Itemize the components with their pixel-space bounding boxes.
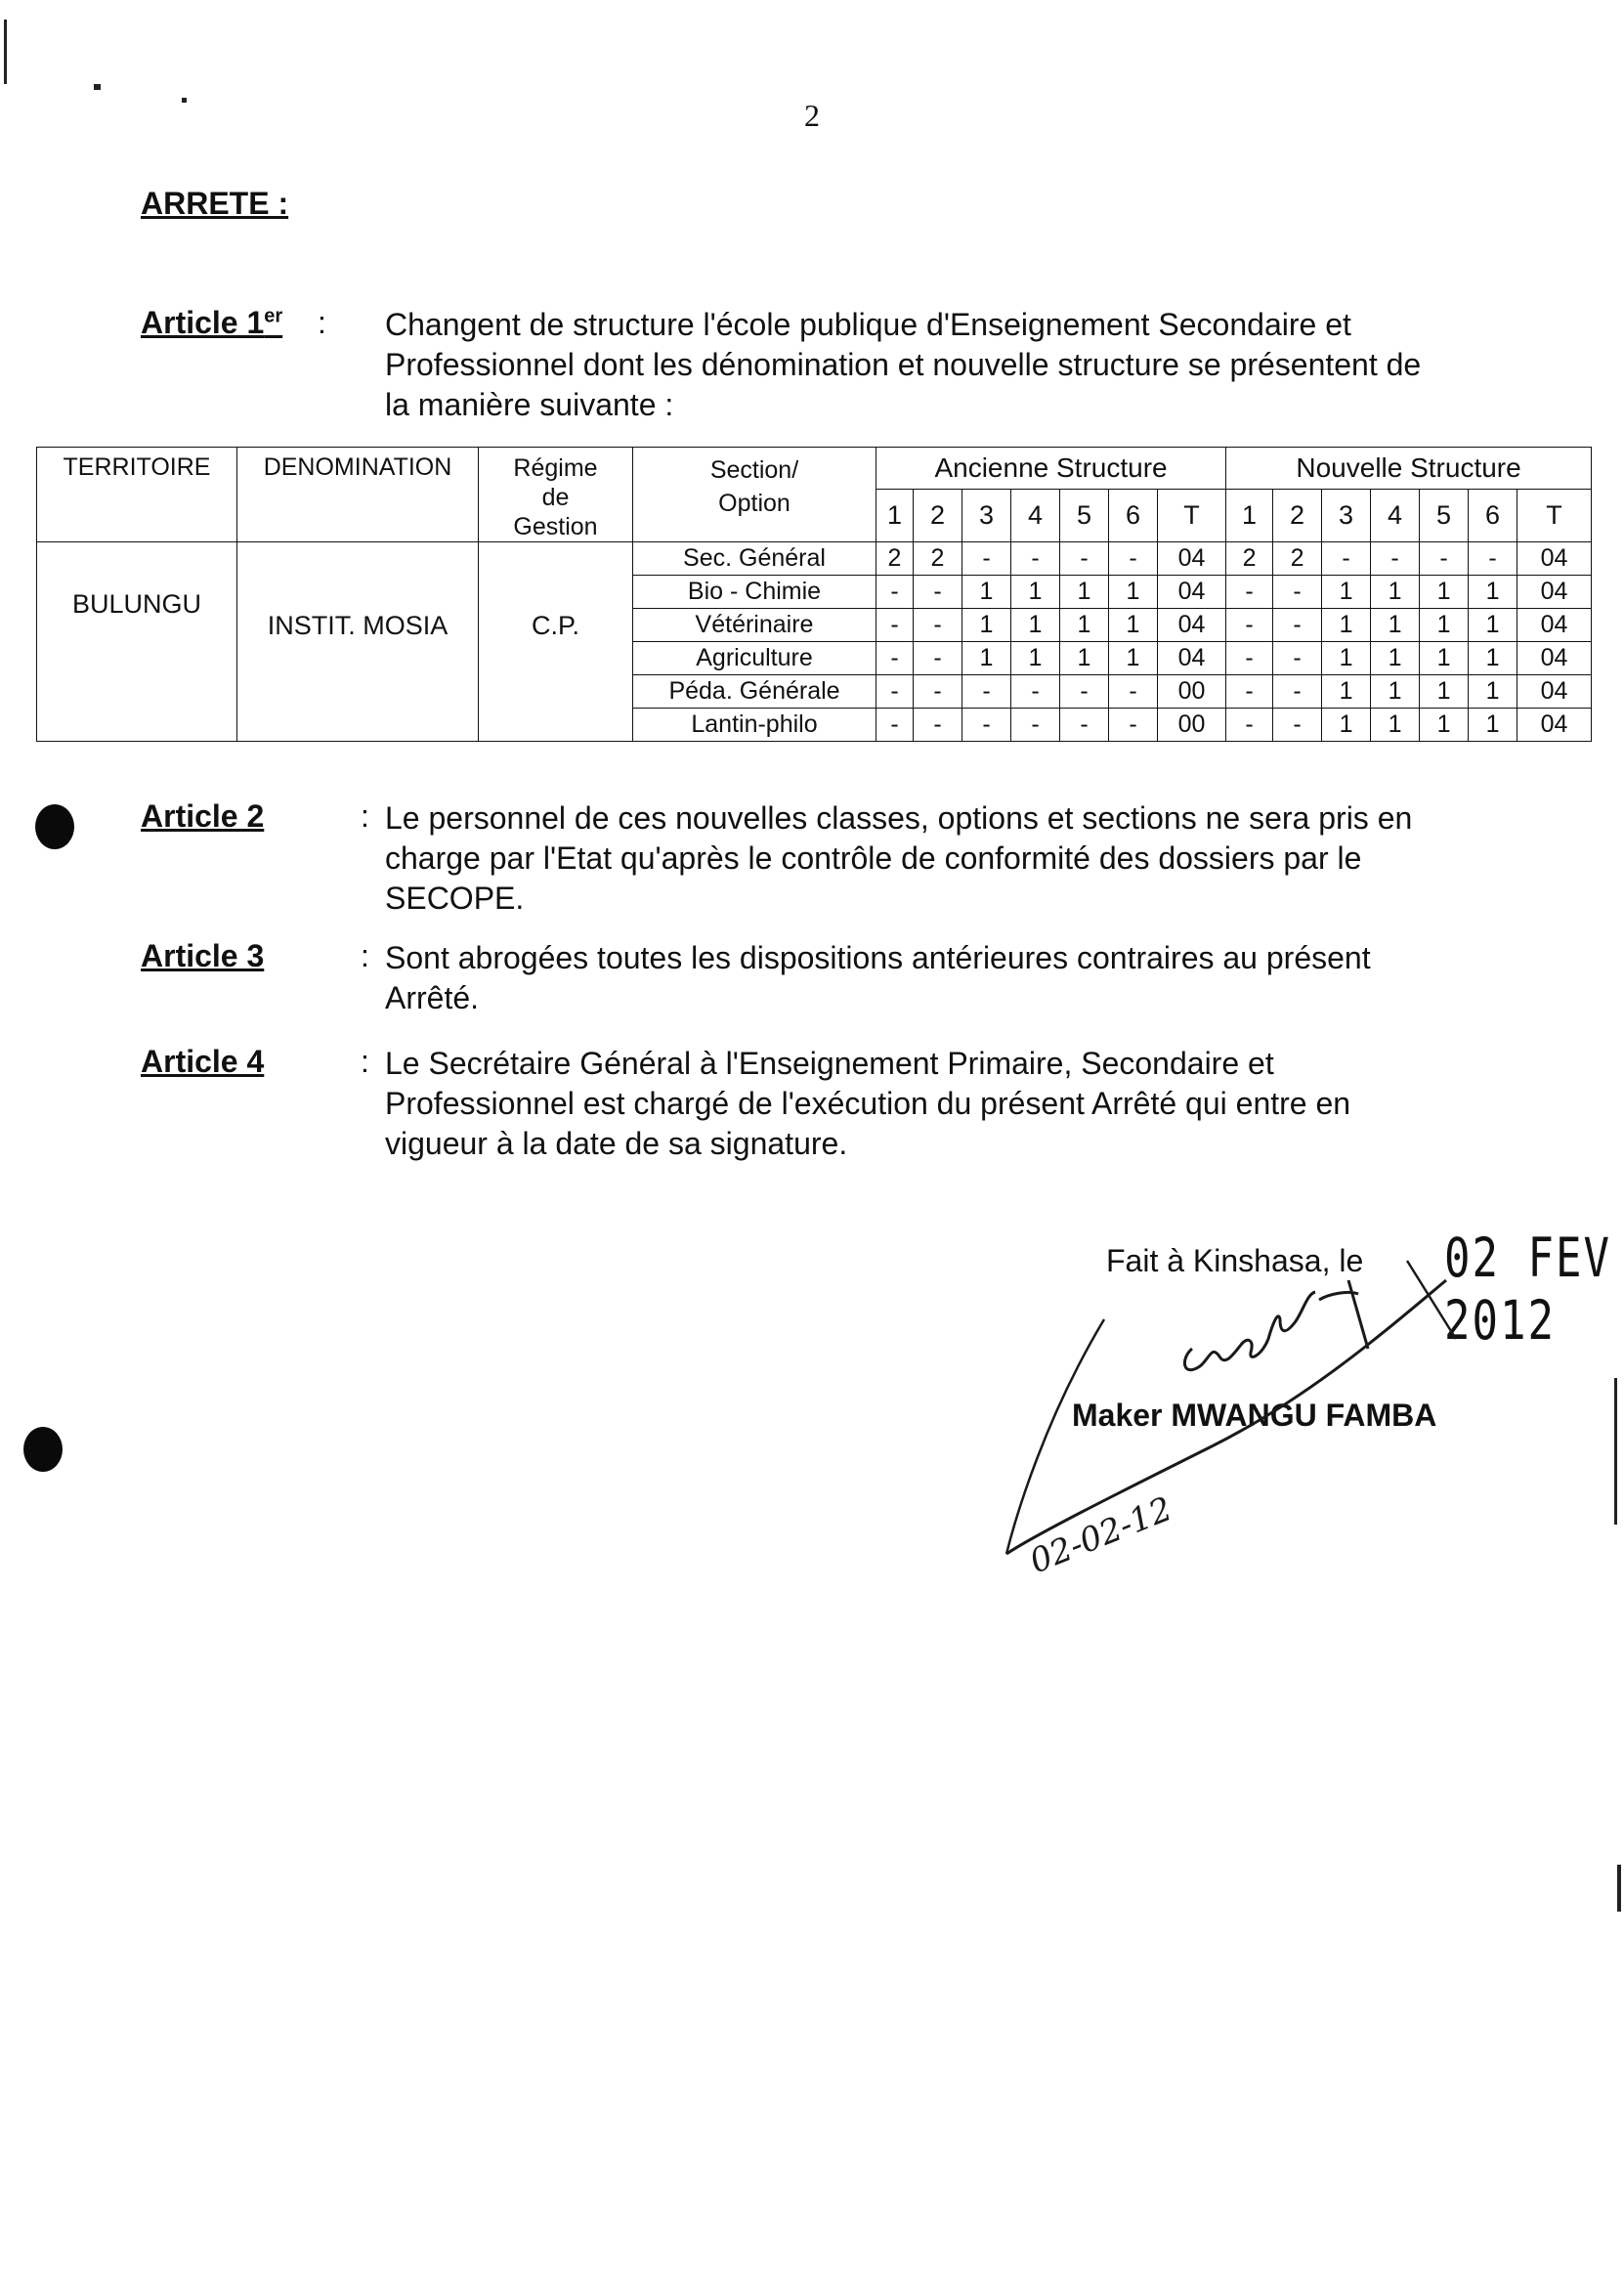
nouvelle-total-cell: 04: [1517, 609, 1592, 642]
scan-speck: [94, 84, 101, 90]
article-1-colon: :: [318, 305, 326, 340]
ancienne-year-cell: 1: [1011, 576, 1060, 609]
header-section-line: Option: [718, 490, 791, 517]
ancienne-year-cell: -: [876, 576, 914, 609]
option-cell: Vétérinaire: [633, 609, 876, 642]
nouvelle-total-cell: 04: [1517, 675, 1592, 709]
article-2-line: SECOPE.: [385, 881, 525, 916]
article-1-label: [141, 305, 282, 341]
year-header: 4: [1011, 489, 1060, 541]
article-3-text: [385, 938, 1487, 1018]
ancienne-year-cell: -: [914, 675, 962, 709]
year-header: 4: [1371, 489, 1420, 541]
header-nouvelle-structure: Nouvelle Structure: [1226, 448, 1592, 490]
ancienne-year-cell: -: [1011, 709, 1060, 742]
nouvelle-total-cell: 04: [1517, 709, 1592, 742]
nouvelle-year-cell: 1: [1469, 576, 1517, 609]
article-2-line: Le personnel de ces nouvelles classes, options et sections ne sera pris en: [385, 800, 1413, 836]
article-1-line: la manière suivante :: [385, 387, 674, 422]
ancienne-year-cell: -: [1011, 542, 1060, 576]
nouvelle-total-cell: 04: [1517, 642, 1592, 675]
ancienne-year-cell: -: [914, 642, 962, 675]
article-1-label-text: Article 1: [141, 305, 265, 340]
year-header: 2: [1273, 489, 1322, 541]
article-4-colon: :: [361, 1044, 369, 1079]
nouvelle-year-cell: 1: [1322, 576, 1371, 609]
nouvelle-year-cell: 1: [1469, 642, 1517, 675]
header-section: [633, 448, 876, 542]
year-header: 6: [1469, 489, 1517, 541]
nouvelle-total-cell: 04: [1517, 542, 1592, 576]
nouvelle-year-cell: -: [1226, 609, 1273, 642]
ancienne-year-cell: -: [914, 576, 962, 609]
nouvelle-year-cell: 1: [1420, 642, 1469, 675]
date-stamp: 02 FEV 2012: [1444, 1227, 1611, 1353]
ancienne-year-cell: -: [1060, 542, 1109, 576]
nouvelle-year-cell: -: [1273, 576, 1322, 609]
header-regime-line: Régime: [513, 454, 598, 482]
ancienne-year-cell: 1: [1109, 642, 1158, 675]
header-ancienne-structure: Ancienne Structure: [876, 448, 1226, 490]
year-header: 5: [1060, 489, 1109, 541]
option-cell: Agriculture: [633, 642, 876, 675]
ancienne-year-cell: -: [962, 709, 1011, 742]
nouvelle-total-cell: 04: [1517, 576, 1592, 609]
nouvelle-year-cell: 1: [1469, 709, 1517, 742]
article-4-text: [385, 1044, 1487, 1164]
nouvelle-year-cell: 2: [1273, 542, 1322, 576]
regime-cell: C.P.: [479, 542, 633, 742]
option-cell: Lantin-philo: [633, 709, 876, 742]
ancienne-total-cell: 04: [1158, 642, 1226, 675]
handwritten-date: 02-02-12: [1024, 1489, 1178, 1582]
ancienne-year-cell: -: [1109, 709, 1158, 742]
year-header: 1: [876, 489, 914, 541]
punch-hole-mark: [35, 804, 74, 849]
nouvelle-year-cell: 1: [1371, 709, 1420, 742]
ancienne-year-cell: 1: [1060, 609, 1109, 642]
option-cell: Sec. Général: [633, 542, 876, 576]
ancienne-total-cell: 04: [1158, 542, 1226, 576]
header-denomination: DENOMINATION: [237, 448, 479, 542]
article-4-label: Article 4: [141, 1044, 265, 1079]
ancienne-year-cell: 1: [1011, 642, 1060, 675]
header-territoire: TERRITOIRE: [37, 448, 237, 542]
article-1-line: Professionnel dont les dénomination et nouvelle structure se présentent de: [385, 347, 1422, 382]
signer-name: Maker MWANGU FAMBA: [1072, 1398, 1437, 1433]
arrete-heading: ARRETE :: [141, 186, 289, 221]
ancienne-year-cell: 1: [1060, 576, 1109, 609]
nouvelle-year-cell: 1: [1322, 709, 1371, 742]
header-regime-line: Gestion: [513, 513, 598, 540]
nouvelle-year-cell: 1: [1420, 709, 1469, 742]
ancienne-year-cell: 1: [962, 609, 1011, 642]
total-header: T: [1517, 489, 1592, 541]
nouvelle-year-cell: 1: [1469, 609, 1517, 642]
ancienne-year-cell: -: [1109, 542, 1158, 576]
ancienne-year-cell: 2: [914, 542, 962, 576]
nouvelle-year-cell: 1: [1469, 675, 1517, 709]
ancienne-year-cell: -: [1060, 675, 1109, 709]
article-3-line: Sont abrogées toutes les dispositions antérieures contraires au présent: [385, 940, 1371, 975]
nouvelle-year-cell: -: [1226, 675, 1273, 709]
scan-edge-mark: [4, 20, 7, 84]
nouvelle-year-cell: 1: [1420, 609, 1469, 642]
year-header: 2: [914, 489, 962, 541]
ancienne-year-cell: -: [1011, 675, 1060, 709]
year-header: 3: [1322, 489, 1371, 541]
nouvelle-year-cell: 1: [1322, 675, 1371, 709]
article-1-label-sup: er: [264, 305, 283, 327]
nouvelle-year-cell: 1: [1420, 576, 1469, 609]
article-1-line: Changent de structure l'école publique d'Enseignement Secondaire et: [385, 307, 1351, 342]
article-2-label: Article 2: [141, 798, 265, 834]
scan-edge-mark: [1614, 1378, 1617, 1525]
year-header: 3: [962, 489, 1011, 541]
nouvelle-year-cell: 1: [1420, 675, 1469, 709]
nouvelle-year-cell: 2: [1226, 542, 1273, 576]
ancienne-total-cell: 00: [1158, 675, 1226, 709]
nouvelle-year-cell: -: [1226, 642, 1273, 675]
page-number: 2: [804, 98, 820, 133]
ancienne-year-cell: -: [876, 609, 914, 642]
year-header: 6: [1109, 489, 1158, 541]
nouvelle-year-cell: -: [1273, 675, 1322, 709]
article-3-line: Arrêté.: [385, 980, 480, 1015]
nouvelle-year-cell: 1: [1371, 642, 1420, 675]
article-2-text: [385, 798, 1487, 919]
year-header: 5: [1420, 489, 1469, 541]
article-4-line: Le Secrétaire Général à l'Enseignement Primaire, Secondaire et: [385, 1046, 1274, 1081]
nouvelle-year-cell: -: [1371, 542, 1420, 576]
ancienne-year-cell: 1: [1011, 609, 1060, 642]
nouvelle-year-cell: -: [1469, 542, 1517, 576]
table-body: [37, 542, 1592, 742]
nouvelle-year-cell: 1: [1322, 609, 1371, 642]
nouvelle-year-cell: 1: [1371, 576, 1420, 609]
ancienne-year-cell: -: [962, 675, 1011, 709]
denomination-cell: INSTIT. MOSIA: [237, 542, 479, 742]
header-regime-line: de: [541, 484, 570, 511]
table-row: [37, 542, 1592, 576]
nouvelle-year-cell: 1: [1371, 675, 1420, 709]
nouvelle-year-cell: 1: [1322, 642, 1371, 675]
article-4-line: Professionnel est chargé de l'exécution du présent Arrêté qui entre en: [385, 1086, 1351, 1121]
ancienne-total-cell: 00: [1158, 709, 1226, 742]
nouvelle-year-cell: 1: [1371, 609, 1420, 642]
ancienne-total-cell: 04: [1158, 609, 1226, 642]
ancienne-year-cell: 1: [1109, 609, 1158, 642]
nouvelle-year-cell: -: [1420, 542, 1469, 576]
article-3-label: Article 3: [141, 938, 265, 973]
ancienne-year-cell: -: [1109, 675, 1158, 709]
nouvelle-year-cell: -: [1273, 709, 1322, 742]
option-cell: Bio - Chimie: [633, 576, 876, 609]
signature-place: Fait à Kinshasa, le: [1106, 1243, 1364, 1278]
nouvelle-year-cell: -: [1226, 709, 1273, 742]
ancienne-year-cell: 1: [1060, 642, 1109, 675]
ancienne-year-cell: -: [914, 609, 962, 642]
territoire-cell: BULUNGU: [37, 542, 237, 742]
ancienne-total-cell: 04: [1158, 576, 1226, 609]
table-header-row: [37, 448, 1592, 490]
header-regime: [479, 448, 633, 542]
structure-table: [36, 447, 1592, 742]
nouvelle-year-cell: -: [1322, 542, 1371, 576]
option-cell: Péda. Générale: [633, 675, 876, 709]
ancienne-year-cell: -: [962, 542, 1011, 576]
article-3-colon: :: [361, 938, 369, 973]
article-2-line: charge par l'Etat qu'après le contrôle de conformité des dossiers par le: [385, 840, 1362, 876]
ancienne-year-cell: 2: [876, 542, 914, 576]
ancienne-year-cell: -: [876, 675, 914, 709]
nouvelle-year-cell: -: [1273, 642, 1322, 675]
handwritten-signature: [997, 1222, 1505, 1593]
article-2-colon: :: [361, 798, 369, 834]
ancienne-year-cell: 1: [1109, 576, 1158, 609]
article-1-text: [385, 305, 1487, 425]
ancienne-year-cell: 1: [962, 576, 1011, 609]
ancienne-year-cell: 1: [962, 642, 1011, 675]
punch-hole-mark: [23, 1427, 63, 1472]
ancienne-year-cell: -: [1060, 709, 1109, 742]
nouvelle-year-cell: -: [1226, 576, 1273, 609]
article-4-line: vigueur à la date de sa signature.: [385, 1126, 848, 1161]
header-section-line: Section/: [709, 456, 799, 484]
ancienne-year-cell: -: [876, 709, 914, 742]
scan-edge-mark: [1617, 1865, 1621, 1912]
ancienne-year-cell: -: [914, 709, 962, 742]
ancienne-year-cell: -: [876, 642, 914, 675]
year-header: 1: [1226, 489, 1273, 541]
total-header: T: [1158, 489, 1226, 541]
nouvelle-year-cell: -: [1273, 609, 1322, 642]
